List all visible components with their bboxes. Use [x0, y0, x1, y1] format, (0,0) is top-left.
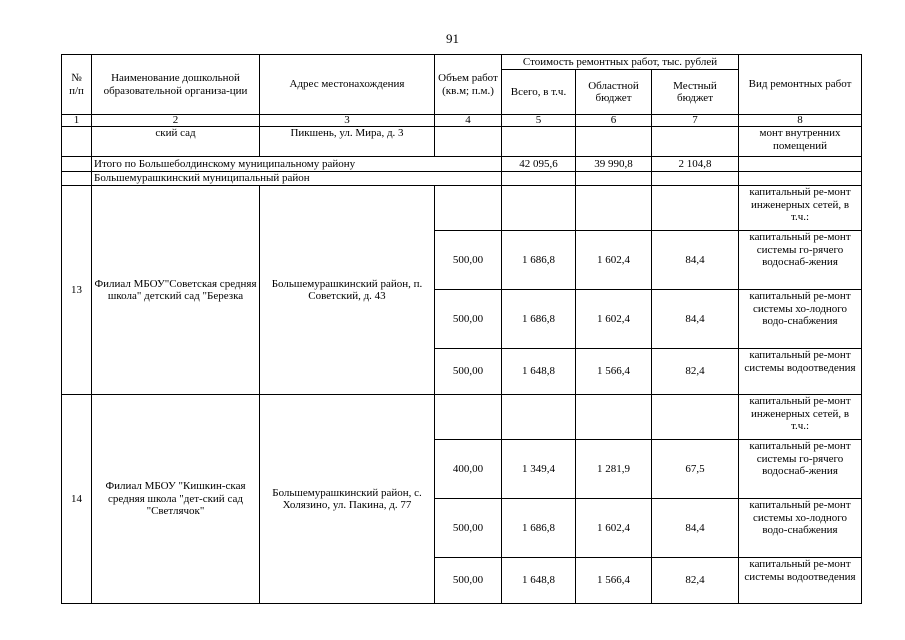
entry-local: 82,4 — [652, 349, 739, 395]
district-row — [62, 172, 862, 186]
cell-empty — [502, 127, 576, 157]
entry-local: 84,4 — [652, 231, 739, 290]
column-number: 6 — [576, 115, 652, 127]
entry-volume: 500,00 — [435, 349, 502, 395]
cell-empty — [576, 172, 652, 186]
entry-volume: 400,00 — [435, 440, 502, 499]
entry-regional — [576, 186, 652, 231]
column-numbers-row — [62, 115, 862, 127]
cell-empty — [652, 172, 739, 186]
header-name: Наименование дошкольной образовательной организа-ции — [92, 55, 260, 115]
column-number: 7 — [652, 115, 739, 127]
entry-local — [652, 395, 739, 440]
entry-regional: 1 566,4 — [576, 349, 652, 395]
entry-local — [652, 186, 739, 231]
entry-volume: 500,00 — [435, 290, 502, 349]
entry-name: Филиал МБОУ"Советская средняя школа" детский сад "Березка — [92, 186, 260, 395]
continuation-address: Пикшень, ул. Мира, д. 3 — [260, 127, 435, 157]
entry-local: 84,4 — [652, 499, 739, 558]
subtotal-local: 2 104,8 — [652, 157, 739, 172]
entry-volume: 500,00 — [435, 499, 502, 558]
cell-empty — [62, 127, 92, 157]
entry-num: 13 — [62, 186, 92, 395]
entry-total — [502, 186, 576, 231]
entry-total: 1 686,8 — [502, 499, 576, 558]
column-number: 1 — [62, 115, 92, 127]
subtotal-total: 42 095,6 — [502, 157, 576, 172]
entry-14-row-1 — [62, 395, 862, 440]
header-regional: Областной бюджет — [576, 70, 652, 115]
header-row-1 — [62, 55, 862, 70]
cell-empty — [739, 157, 862, 172]
header-work-type: Вид ремонтных работ — [739, 55, 862, 115]
header-total: Всего, в т.ч. — [502, 70, 576, 115]
cell-empty — [739, 172, 862, 186]
entry-num: 14 — [62, 395, 92, 604]
entry-regional — [576, 395, 652, 440]
entry-volume: 500,00 — [435, 231, 502, 290]
entry-volume — [435, 186, 502, 231]
entry-work: капитальный ре-монт инженерных сетей, в т.ч.: — [739, 186, 862, 231]
entry-address: Большемурашкинский район, п. Советский, д. 43 — [260, 186, 435, 395]
entry-work: капитальный ре-монт инженерных сетей, в т.ч.: — [739, 395, 862, 440]
entry-work: капитальный ре-монт системы водоотведения — [739, 349, 862, 395]
entry-regional: 1 281,9 — [576, 440, 652, 499]
entry-address: Большемурашкинский район, с. Холязино, ул. Пакина, д. 77 — [260, 395, 435, 604]
subtotal-row — [62, 157, 862, 172]
entry-name: Филиал МБОУ "Кишкин-ская средняя школа "дет-ский сад "Светлячок" — [92, 395, 260, 604]
entry-regional: 1 566,4 — [576, 558, 652, 604]
entry-volume — [435, 395, 502, 440]
entry-total: 1 648,8 — [502, 558, 576, 604]
subtotal-regional: 39 990,8 — [576, 157, 652, 172]
entry-volume: 500,00 — [435, 558, 502, 604]
column-number: 3 — [260, 115, 435, 127]
entry-regional: 1 602,4 — [576, 290, 652, 349]
district-label: Большемурашкинский муниципальный район — [92, 172, 502, 186]
entry-local: 82,4 — [652, 558, 739, 604]
continuation-row — [62, 127, 862, 157]
entry-local: 84,4 — [652, 290, 739, 349]
cell-empty — [62, 157, 92, 172]
entry-total: 1 648,8 — [502, 349, 576, 395]
entry-local: 67,5 — [652, 440, 739, 499]
header-volume: Объем работ (кв.м; п.м.) — [435, 55, 502, 115]
entry-work: капитальный ре-монт системы го-рячего водоснаб-жения — [739, 231, 862, 290]
entry-total — [502, 395, 576, 440]
continuation-work: монт внутренних помещений — [739, 127, 862, 157]
column-number: 8 — [739, 115, 862, 127]
cell-empty — [502, 172, 576, 186]
header-cost-group: Стоимость ремонтных работ, тыс. рублей — [502, 55, 739, 70]
subtotal-label: Итого по Большеболдинскому муниципальному району — [92, 157, 502, 172]
cell-empty — [652, 127, 739, 157]
column-number: 4 — [435, 115, 502, 127]
entry-work: капитальный ре-монт системы хо-лодного водо-снабжения — [739, 499, 862, 558]
column-number: 5 — [502, 115, 576, 127]
column-number: 2 — [92, 115, 260, 127]
continuation-name: ский сад — [92, 127, 260, 157]
entry-work: капитальный ре-монт системы го-рячего водоснаб-жения — [739, 440, 862, 499]
entry-total: 1 686,8 — [502, 231, 576, 290]
entry-total: 1 349,4 — [502, 440, 576, 499]
header-address: Адрес местонахождения — [260, 55, 435, 115]
cell-empty — [62, 172, 92, 186]
entry-regional: 1 602,4 — [576, 499, 652, 558]
entry-work: капитальный ре-монт системы водоотведения — [739, 558, 862, 604]
entry-total: 1 686,8 — [502, 290, 576, 349]
entry-work: капитальный ре-монт системы хо-лодного водо-снабжения — [739, 290, 862, 349]
cell-empty — [435, 127, 502, 157]
repair-works-table — [61, 54, 862, 604]
page-number: 91 — [446, 31, 459, 46]
header-num: № п/п — [62, 55, 92, 115]
header-local: Местный бюджет — [652, 70, 739, 115]
cell-empty — [576, 127, 652, 157]
entry-13-row-1 — [62, 186, 862, 231]
entry-regional: 1 602,4 — [576, 231, 652, 290]
